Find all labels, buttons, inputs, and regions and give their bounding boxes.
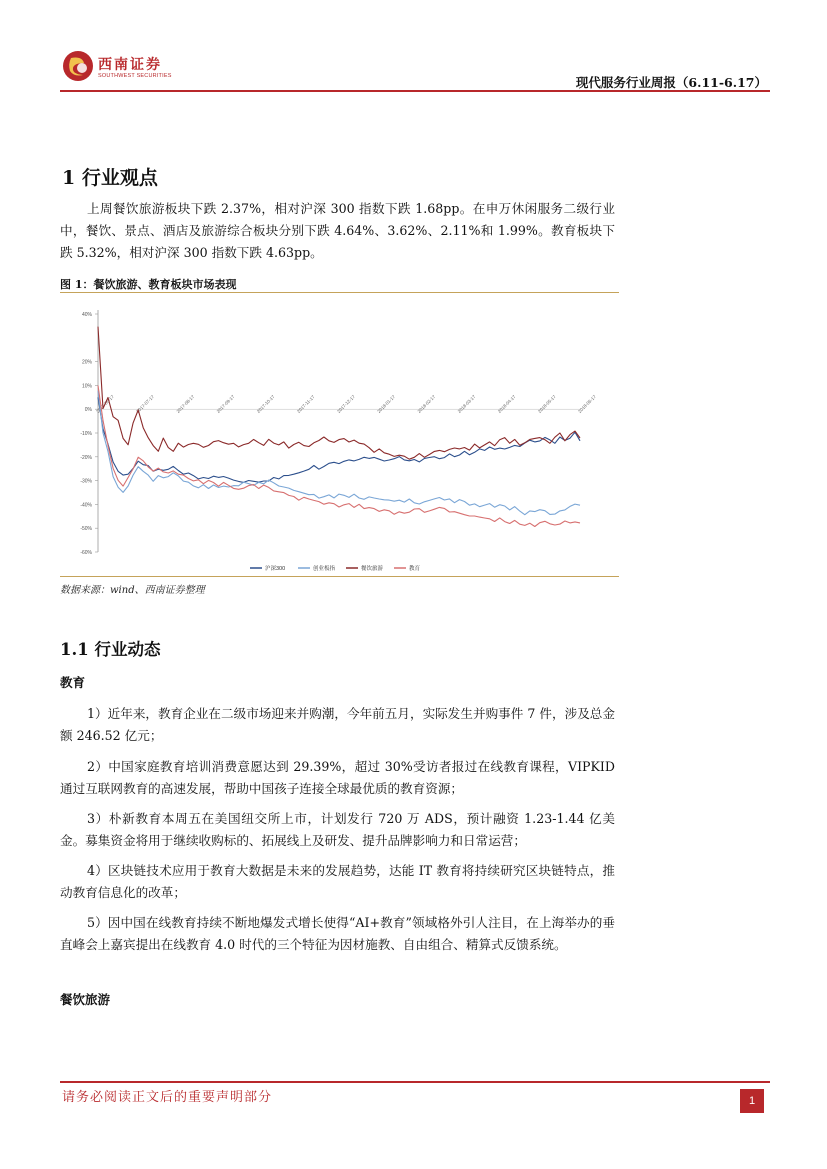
y-tick-label: -20% [80,454,92,461]
line-chart-svg [60,296,619,578]
y-tick-label: -50% [80,526,92,533]
x-tick-label: 2017-10-17 [255,394,276,414]
x-tick-label: 2018-01-17 [376,394,397,414]
x-tick-label: 2017-09-17 [215,394,236,414]
education-news-item-1: 1）近年来，教育企业在二级市场迎来并购潮，今年前五月，实际发生并购事件 7 件，涉及总金额 246.52 亿元； [60,706,615,743]
company-logo [62,46,182,86]
figure-bottom-rule [60,576,619,577]
subheading-catering-travel: 餐饮旅游 [60,992,111,1007]
figure-source-note: 数据来源：wind、西南证券整理 [60,585,205,596]
x-tick-label: 2017-07-17 [135,394,156,414]
legend-label-2: 餐饮旅游 [361,566,384,572]
series-line-2 [98,327,580,460]
y-tick-label: 10% [81,383,92,390]
logo-english-name: SOUTHWEST SECURITIES [98,73,172,79]
education-news-item-5: 5）因中国在线教育持续不断地爆发式增长使得“AI+教育”领域格外引人注目，在上海举办的垂直峰会上嘉宾提出在线教育 4.0 时代的三个特征为因材施教、自由组合、精算式反馈系统。 [60,915,615,952]
legend-label-1: 创业板指 [313,566,336,572]
y-tick-label: 40% [81,312,92,318]
y-tick-label: 20% [81,359,92,366]
education-news-item-3: 3）朴新教育本周五在美国纽交所上市，计划发行 720 万 ADS，预计融资 1.23-1.44 亿美金。募集资金将用于继续收购标的、拓展线上及研发、提升品牌影响力和日常运营； [60,811,615,848]
legend-label-3: 教育 [409,566,421,572]
legend-label-0: 沪深300 [265,566,286,572]
x-tick-label: 2017-12-17 [336,394,356,414]
y-tick-label: -40% [80,502,92,509]
x-tick-label: 2018-05-17 [537,394,557,414]
logo-emblem-icon [62,50,94,82]
education-news-item-4: 4）区块链技术应用于教育大数据是未来的发展趋势，达能 IT 教育将持续研究区块链特点，推动教育信息化的改革； [60,863,615,900]
report-title: 现代服务行业周报（6.11-6.17） [575,75,767,90]
x-tick-label: 2018-02-17 [416,394,437,414]
footer-divider [60,1081,770,1083]
market-performance-chart [60,296,619,578]
subheading-education: 教育 [60,675,86,690]
x-tick-label: 2018-03-17 [456,394,477,414]
x-tick-label: 2018-06-17 [577,394,597,414]
x-tick-label: 2017-11-17 [296,394,316,414]
section-heading-industry-view: 1 行业观点 [62,167,158,189]
page-number: 1 [740,1089,764,1113]
header-divider [60,90,770,92]
x-tick-label: 2017-06-17 [95,394,115,414]
figure-top-rule [60,292,619,293]
y-tick-label: -60% [80,550,92,556]
x-tick-label: 2018-04-17 [496,394,517,414]
section-heading-industry-news: 1.1 行业动态 [60,640,161,659]
industry-view-paragraph: 上周餐饮旅游板块下跌 2.37%，相对沪深 300 指数下跌 1.68pp。在申万休闲服务二级行业中，餐饮、景点、酒店及旅游综合板块分别下跌 4.64%、3.62%、2.11%和 1.99%。教育板块下跌 5.32%，相对沪深 300 指数下跌 4.63pp。 [60,201,615,260]
education-news-item-2: 2）中国家庭教育培训消费意愿达到 29.39%，超过 30%受访者报过在线教育课程，VIPKID 通过互联网教育的高速发展，帮助中国孩子连接全球最优质的教育资源； [60,759,615,796]
y-tick-label: -30% [80,478,92,485]
figure-title: 图 1：餐饮旅游、教育板块市场表现 [60,278,237,291]
logo-chinese-name: 西南证券 [98,57,162,73]
y-tick-label: -10% [80,431,92,437]
disclaimer-notice: 请务必阅读正文后的重要声明部分 [62,1090,273,1105]
x-tick-label: 2017-08-17 [175,394,196,414]
y-tick-label: 0% [84,407,92,414]
